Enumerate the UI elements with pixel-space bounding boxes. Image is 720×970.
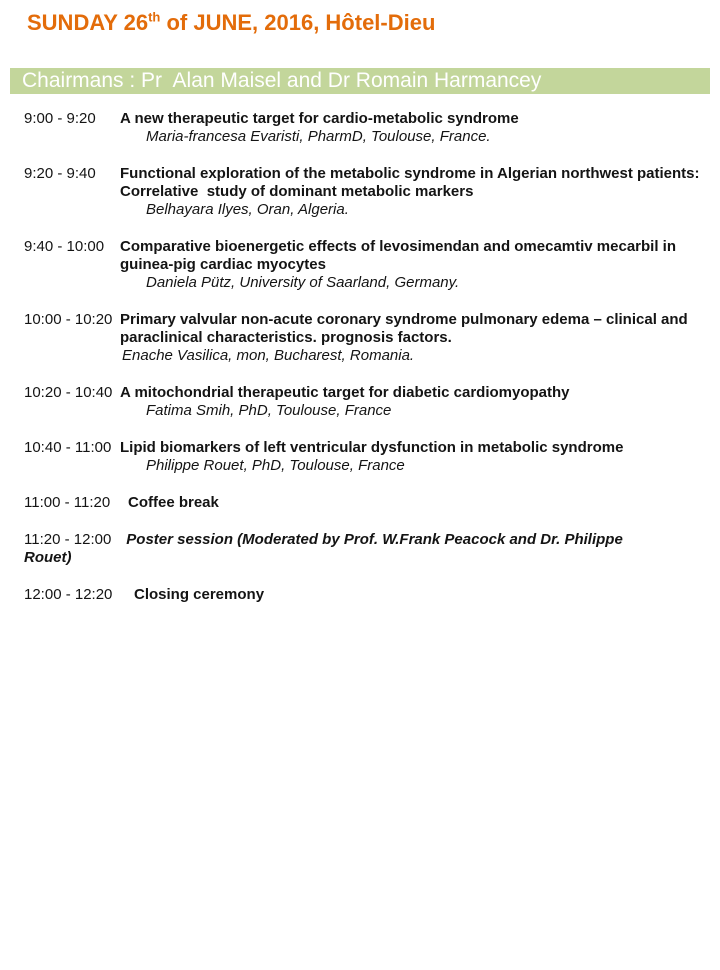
session-speaker: Maria-francesa Evaristi, PharmD, Toulouse, France. xyxy=(146,128,491,145)
schedule-row xyxy=(24,531,700,567)
session-content xyxy=(120,311,700,365)
schedule-row xyxy=(24,586,700,604)
schedule-row xyxy=(24,494,700,512)
session-speaker: Daniela Pütz, University of Saarland, Germany. xyxy=(146,274,460,291)
schedule-row xyxy=(24,238,700,292)
chairmans-banner-label: Chairmans : Pr Alan Maisel and Dr Romain Harmancey xyxy=(22,69,542,92)
chairmans-banner xyxy=(10,68,710,94)
session-content xyxy=(120,165,708,219)
page-title-superscript: th xyxy=(148,9,161,25)
session-content xyxy=(24,531,700,567)
session-title: Lipid biomarkers of left ventricular dysfunction in metabolic syndrome xyxy=(120,439,624,456)
session-title: Closing ceremony xyxy=(134,586,265,603)
schedule-row xyxy=(24,384,700,420)
session-time: 10:40 - 11:00 xyxy=(24,439,112,456)
schedule-row xyxy=(24,110,700,146)
session-content xyxy=(120,110,700,146)
session-title: A new therapeutic target for cardio-metabolic syndrome xyxy=(120,110,519,127)
schedule-list xyxy=(0,94,720,604)
session-title: Functional exploration of the metabolic syndrome in Algerian northwest patients: Correlative study of dominant metabolic markers xyxy=(120,165,708,200)
schedule-row xyxy=(24,439,700,475)
session-content xyxy=(120,439,700,475)
session-speaker: Enache Vasilica, mon, Bucharest, Romania. xyxy=(122,347,415,364)
session-time: 9:00 - 9:20 xyxy=(24,110,96,127)
schedule-row xyxy=(24,165,708,219)
session-time: 11:20 - 12:00 xyxy=(24,531,112,548)
session-time: 10:00 - 10:20 xyxy=(24,311,113,328)
page-title-post: of JUNE, 2016, Hôtel-Dieu xyxy=(160,10,436,35)
schedule-row xyxy=(24,311,700,365)
session-time: 10:20 - 10:40 xyxy=(24,384,113,401)
session-content xyxy=(120,494,700,512)
session-time: 9:40 - 10:00 xyxy=(24,238,105,255)
session-title: Poster session (Moderated by Prof. W.Frank Peacock and Dr. Philippe Rouet) xyxy=(24,531,627,566)
session-title: A mitochondrial therapeutic target for diabetic cardiomyopathy xyxy=(120,384,570,401)
session-time: 11:00 - 11:20 xyxy=(24,494,111,511)
session-content xyxy=(120,238,700,292)
session-time: 9:20 - 9:40 xyxy=(24,165,96,182)
page-title-pre: SUNDAY 26 xyxy=(27,10,149,35)
session-speaker: Fatima Smih, PhD, Toulouse, France xyxy=(146,402,392,419)
page-title xyxy=(27,10,720,36)
session-title: Primary valvular non-acute coronary syndrome pulmonary edema – clinical and paraclinical characteristics. prognosis factors. xyxy=(120,311,692,346)
session-speaker: Philippe Rouet, PhD, Toulouse, France xyxy=(146,457,405,474)
session-title: Coffee break xyxy=(128,494,219,511)
session-speaker: Belhayara Ilyes, Oran, Algeria. xyxy=(146,201,349,218)
session-time: 12:00 - 12:20 xyxy=(24,586,113,603)
session-content xyxy=(120,384,700,420)
session-title: Comparative bioenergetic effects of levosimendan and omecamtiv mecarbil in guinea-pig cardiac myocytes xyxy=(120,238,681,273)
session-content xyxy=(120,586,700,604)
